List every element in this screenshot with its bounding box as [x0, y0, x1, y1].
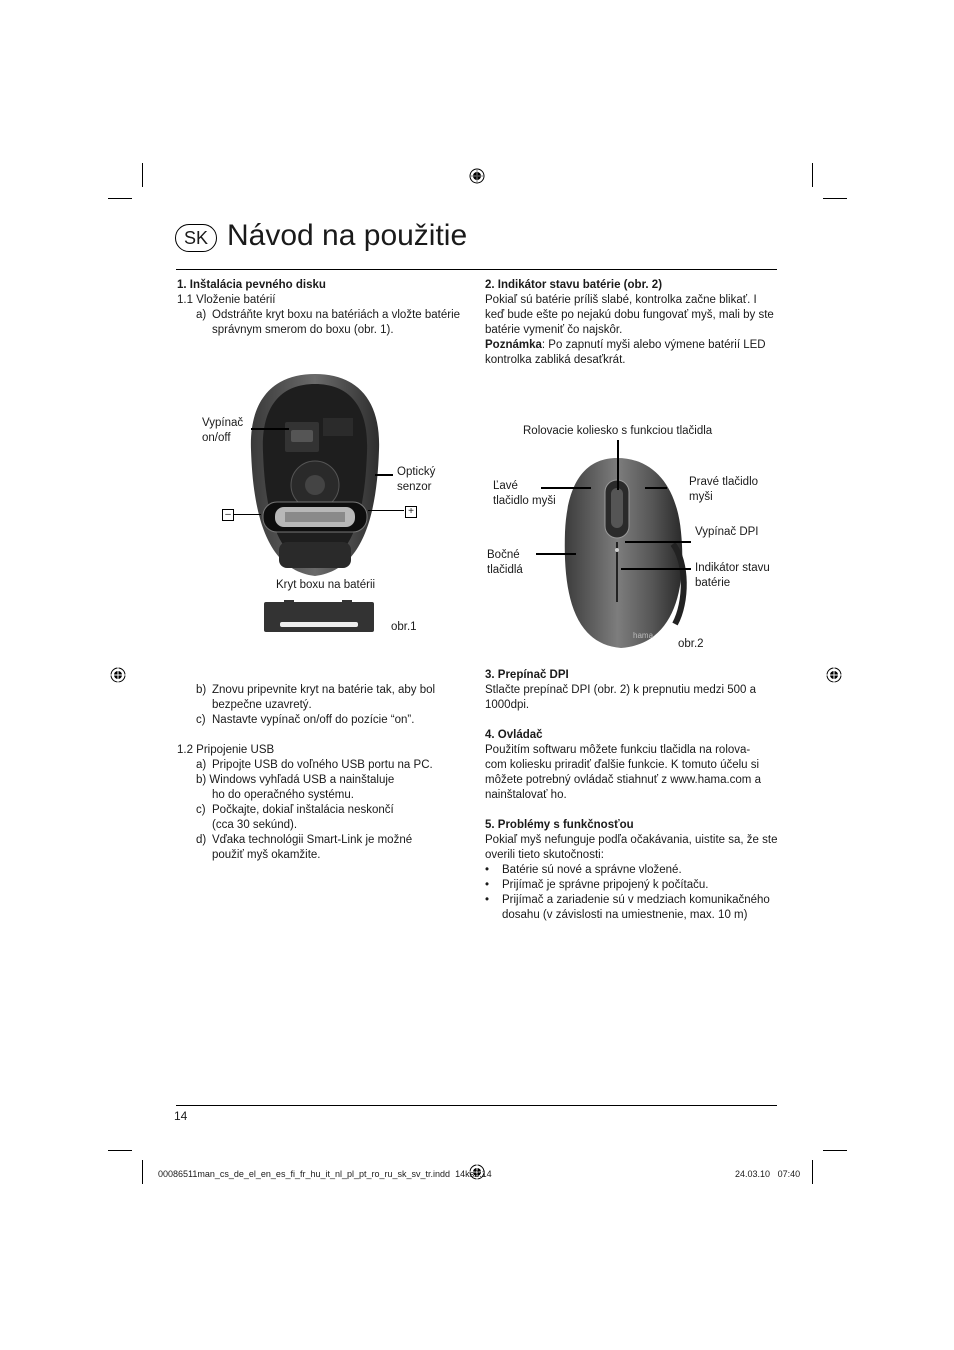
- crop-mark: [108, 198, 132, 199]
- paragraph-line: môžete potrebný ovládač stiahnuť z www.hama.com a: [485, 774, 761, 786]
- leader-line: [368, 510, 404, 511]
- list-item-text: bezpečne uzavretý.: [212, 699, 312, 711]
- leader-line: [541, 487, 591, 489]
- registration-mark-icon: [110, 667, 126, 683]
- paragraph-line: kontrolka zabliká desaťkrát.: [485, 354, 626, 366]
- file-time: 07:40: [777, 1169, 801, 1179]
- figure-label: tlačidlo myši: [493, 495, 556, 507]
- figure-label: myši: [689, 491, 713, 503]
- figure-label: Bočné: [487, 549, 520, 561]
- paragraph-line: keď bude ešte po nejakú dobu fungovať myš, mali by ste: [485, 309, 774, 321]
- bullet-item: Prijímač a zariadenie sú v medziach komunikačného: [502, 894, 770, 906]
- section-heading: 5. Problémy s funkčnosťou: [485, 819, 634, 831]
- leader-line: [625, 541, 691, 543]
- list-marker: b): [196, 684, 207, 696]
- file-page: 14: [455, 1169, 466, 1179]
- paragraph-line: Stlačte prepínač DPI (obr. 2) k prepnutiu medzi 500 a: [485, 684, 757, 696]
- list-item-text: b) Windows vyhľadá USB a nainštaluje: [196, 774, 395, 786]
- leader-line: [645, 487, 667, 489]
- paragraph-line: nainštalovať ho.: [485, 789, 567, 801]
- language-badge-text: SK: [183, 228, 208, 248]
- registration-mark-icon: [469, 168, 485, 184]
- list-item-text: Odstráňte kryt boxu na batériách a vložte batérie: [212, 309, 461, 321]
- section-heading: 2. Indikátor stavu batérie (obr. 2): [485, 279, 663, 291]
- figure-label: tlačidlá: [487, 564, 523, 576]
- bullet-item: Prijímač je správne pripojený k počítaču.: [502, 879, 709, 891]
- leader-line: [233, 514, 261, 515]
- mouse-top-illustration: [555, 452, 690, 652]
- file-suffix: ks2:14: [465, 1169, 492, 1179]
- list-marker: a): [196, 309, 207, 321]
- paragraph-line: batérie vymeniť čo najskôr.: [485, 324, 623, 336]
- list-marker: c): [196, 804, 206, 816]
- paragraph-line: Pokiaľ myš nefunguje podľa očakávania, uistite sa, že ste: [485, 834, 778, 846]
- list-item-text: správnym smerom do boxu (obr. 1).: [212, 324, 394, 336]
- list-item-text: Znovu pripevnite kryt na batérie tak, aby bol: [212, 684, 436, 696]
- crop-mark: [142, 1160, 143, 1184]
- crop-mark: [108, 1150, 132, 1151]
- figure-label: Rolovacie koliesko s funkciou tlačidla: [523, 425, 713, 437]
- section-heading: 4. Ovládač: [485, 729, 543, 741]
- list-item-text: Nastavte vypínač on/off do pozície “on”.: [212, 714, 415, 726]
- list-item-text: použiť myš okamžite.: [212, 849, 321, 861]
- list-item-text: Pripojte USB do voľného USB portu na PC.: [212, 759, 433, 771]
- section-heading: 3. Prepínač DPI: [485, 669, 569, 681]
- paragraph-line: 1000dpi.: [485, 699, 530, 711]
- crop-mark: [823, 198, 847, 199]
- language-badge: [175, 224, 217, 252]
- section-heading: 1. Inštalácia pevného disku: [177, 279, 326, 291]
- paragraph-line: Pokiaľ sú batérie príliš slabé, kontrolka začne blikať. I: [485, 294, 757, 306]
- bullet: •: [485, 879, 490, 891]
- crop-mark: [812, 163, 813, 187]
- list-item-text: (cca 30 sekúnd).: [212, 819, 298, 831]
- crop-mark: [823, 1150, 847, 1151]
- figure-label: Indikátor stavu: [695, 562, 770, 574]
- figure-label: on/off: [202, 432, 231, 444]
- figure-label: Optický: [397, 466, 436, 478]
- figure-label: Kryt boxu na batérii: [276, 579, 376, 591]
- brand-logo: hama: [633, 631, 654, 640]
- battery-cover-illustration: [262, 598, 376, 634]
- file-info: [158, 1168, 492, 1180]
- paragraph-line: Použitím softwaru môžete funkciu tlačidla na rolova-: [485, 744, 751, 756]
- footer-rule: [176, 1105, 777, 1106]
- leader-line: [621, 568, 691, 570]
- note-text: : Po zapnutí myši alebo výmene batérií LED: [541, 339, 766, 351]
- page-number: 14: [174, 1109, 188, 1123]
- registration-mark-icon: [826, 667, 842, 683]
- list-item-text: ho do operačného systému.: [212, 789, 354, 801]
- leader-line: [251, 428, 289, 430]
- figure-label: batérie: [695, 577, 731, 589]
- paragraph-line: com koliesku priradiť ďalšie funkcie. K tomuto účelu si: [485, 759, 760, 771]
- crop-mark: [142, 163, 143, 187]
- subsection-heading: 1.2 Pripojenie USB: [177, 744, 275, 756]
- file-timestamp: [735, 1168, 800, 1180]
- leader-line: [375, 474, 393, 476]
- file-name: 00086511man_cs_de_el_en_es_fi_fr_hu_it_nl_pl_pt_ro_ru_sk_sv_tr.indd: [158, 1169, 451, 1179]
- note-label: Poznámka: [485, 339, 542, 351]
- bullet-item: Batérie sú nové a správne vložené.: [502, 864, 682, 876]
- figure-label: senzor: [397, 481, 432, 493]
- plus-symbol: +: [405, 506, 417, 518]
- header-rule: [176, 269, 777, 270]
- page-title: Návod na použitie: [227, 219, 468, 252]
- paragraph-line: overili tieto skutočnosti:: [485, 849, 604, 861]
- crop-mark: [812, 1160, 813, 1184]
- list-marker: c): [196, 714, 206, 726]
- bullet: •: [485, 864, 490, 876]
- subsection-heading: 1.1 Vloženie batérií: [177, 294, 276, 306]
- note-line: [485, 338, 766, 353]
- leader-line: [617, 440, 619, 490]
- figure-label: Vypínač DPI: [695, 526, 759, 538]
- list-item-text: Vďaka technológii Smart-Link je možné: [212, 834, 413, 846]
- figure-label: Vypínač: [202, 417, 244, 429]
- leader-line: [536, 553, 576, 555]
- figure-caption: obr.1: [391, 621, 417, 633]
- list-marker: d): [196, 834, 207, 846]
- mouse-bottom-illustration: [245, 370, 385, 580]
- figure-caption: obr.2: [678, 638, 704, 650]
- figure-label: Ľavé: [493, 480, 518, 492]
- bullet-item: dosahu (v závislosti na umiestnenie, max. 10 m): [502, 909, 748, 921]
- figure-label: Pravé tlačidlo: [689, 476, 759, 488]
- list-marker: a): [196, 759, 207, 771]
- file-date: 24.03.10: [735, 1169, 771, 1179]
- bullet: •: [485, 894, 490, 906]
- list-item-text: Počkajte, dokiaľ inštalácia neskončí: [212, 804, 394, 816]
- minus-symbol: –: [222, 509, 234, 521]
